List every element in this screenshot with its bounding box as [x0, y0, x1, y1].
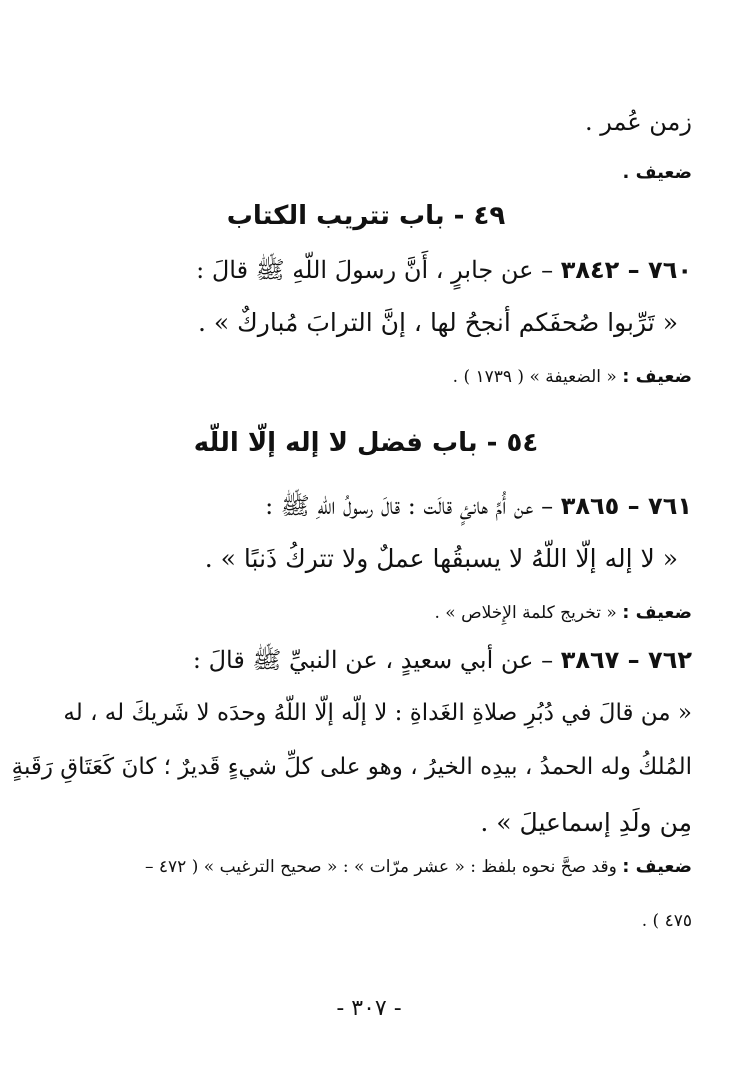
- hadith-chain: – عن جابرٍ ، أَنَّ رسولَ اللّهِ ﷺ قالَ :: [196, 256, 561, 284]
- hadith-762-grade-2: [40, 906, 692, 930]
- hadith-761-body: [40, 546, 678, 571]
- hadith-number: ٧٦٠ – ٣٨٤٢: [560, 256, 692, 284]
- continuation-text: [40, 110, 692, 134]
- grade-reference: وقد صحَّ نحوه بلفظ : « عشر مرّات » : « صحيح الترغيب » ( ٤٧٢ –: [145, 857, 623, 877]
- hadith-number: ٧٦١ – ٣٨٦٥: [560, 492, 692, 520]
- grade-reference: ٤٧٥ ) .: [641, 911, 692, 931]
- grade-label: ضعيف :: [622, 856, 692, 877]
- hadith-762-grade-1: [40, 858, 692, 876]
- hadith-762-body-2: [11, 754, 692, 780]
- hadith-760-grade: [40, 362, 692, 386]
- page-number: - ٣٠٧ -: [336, 996, 402, 1021]
- hadith-text: « تَرِّبوا صُحفَكم أنجحُ لها ، إنَّ الترابَ مُباركٌ » .: [198, 308, 678, 337]
- hadith-text: « من قالَ في دُبُرِ صلاةِ الغَداةِ : لا إلّه إلّا اللّهُ وحدَه لا شَريكَ له ، له: [63, 700, 692, 726]
- hadith-chain: – عن أُمِّ هانئٍ قالَت : قالَ رسولُ اللّهِ ﷺ :: [265, 492, 561, 520]
- grade-label: ضعيف :: [622, 602, 692, 623]
- hadith-text: المُلكُ وله الحمدُ ، بيدِه الخيرُ ، وهو على كلِّ شيءٍ قَديرٌ ؛ كانَ كَعَتَاقِ رَقَبةٍ: [11, 754, 692, 780]
- grade-label: ضعيف .: [622, 162, 692, 183]
- hadith-762-header: [40, 648, 692, 672]
- grade-label: ضعيف :: [622, 366, 692, 387]
- grade-reference: « تخريج كلمة الإِخلاص » .: [434, 603, 623, 623]
- chapter-heading-49: [40, 203, 692, 229]
- hadith-761-grade: [40, 598, 692, 622]
- chapter-title: ٤٩ - باب تتريب الكتاب: [226, 201, 506, 231]
- hadith-760-body: [40, 310, 678, 335]
- chapter-heading-54: [40, 430, 692, 456]
- hadith-chain: – عن أبي سعيدٍ ، عن النبيِّ ﷺ قالَ :: [192, 646, 561, 674]
- grade-reference: « الضعيفة » ( ١٧٣٩ ) .: [452, 367, 623, 387]
- hadith-text: مِن ولَدِ إسماعيلَ » .: [480, 808, 692, 837]
- hadith-number: ٧٦٢ – ٣٨٦٧: [560, 646, 692, 674]
- hadith-760-header: [40, 258, 692, 282]
- hadith-text: « لا إله إلّا اللّهُ لا يسبقُها عملٌ ولا تتركُ ذَنبًا » .: [204, 544, 678, 573]
- hadith-761-header: [40, 494, 692, 518]
- text-line: زمن عُمر .: [584, 108, 692, 136]
- grade-line: [40, 158, 692, 182]
- hadith-762-body-3: [40, 810, 692, 835]
- hadith-762-body-1: [40, 702, 692, 725]
- chapter-title: ٥٤ - باب فضل لا إله إلّا اللّه: [193, 428, 539, 458]
